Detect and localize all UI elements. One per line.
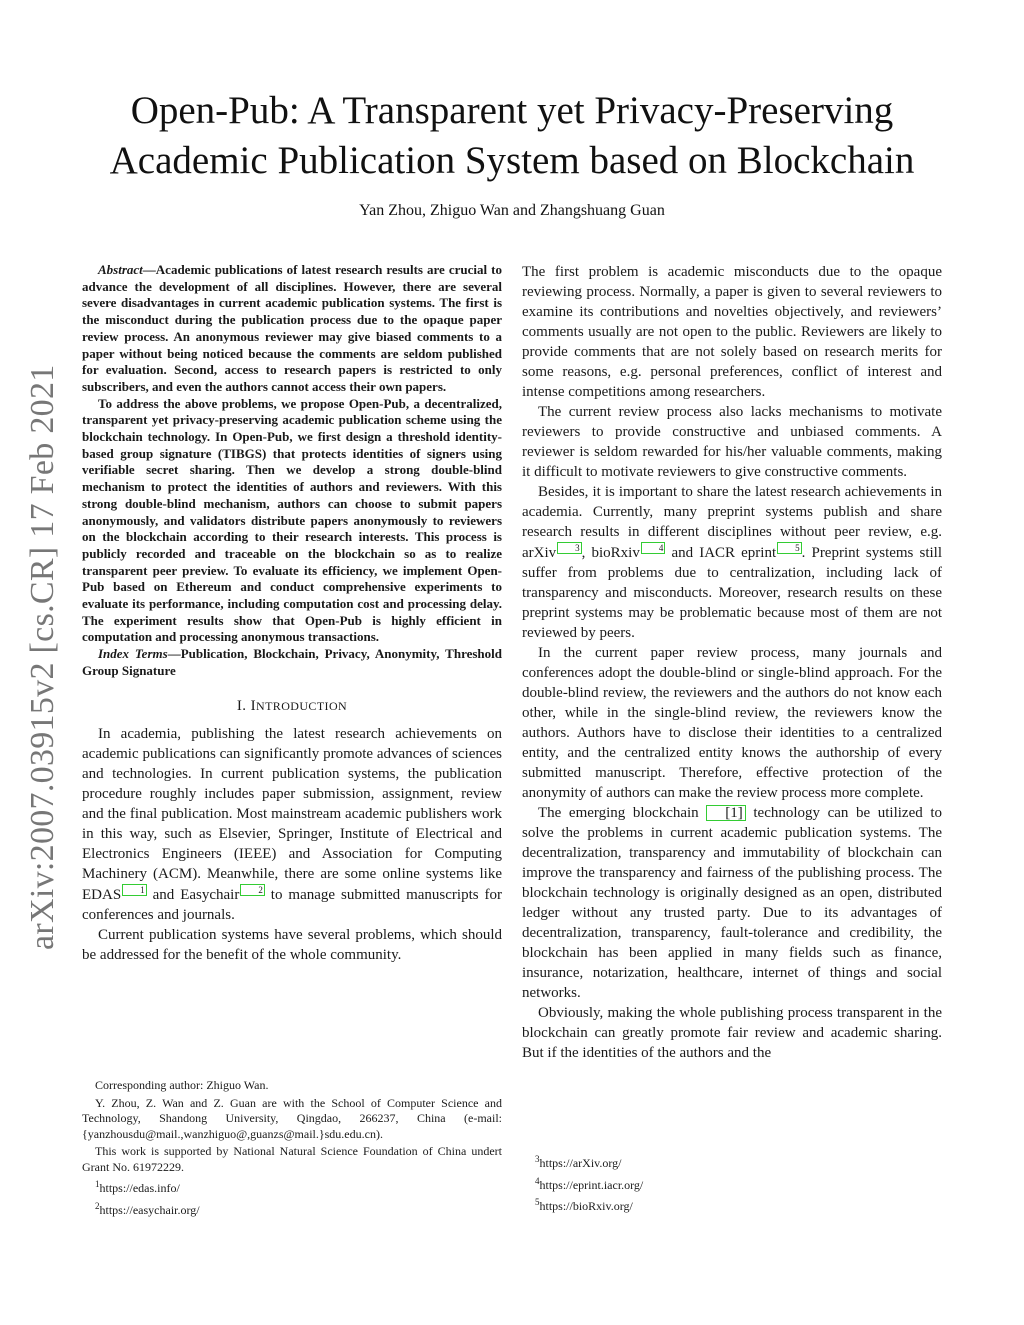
footnote-3: $^3$https://arXiv.org/ [535, 1154, 622, 1170]
abstract-paragraph-2: To address the above problems, we propose Open-Pub, a decentralized, transparent yet privacy-preserving academic publication scheme using the blockchain technology. In Open-Pub, we first design a threshold identity-based group signature (TIBGS) that protects identities of signers using verifiable secret sharing. Then we develop a strong double-blind mechanism to protect the identities of authors and reviewers. With this strong double-blind mechanism, authors can choose to submit papers anonymously, and validators distribute papers anonymously to reviewers on the blockchain according to their research interests. This process is publicly recorded and traceable on the blockchain so as to realize transparent peer preview. To evaluate its efficiency, we implement Open-Pub based on Ethereum and conduct comprehensive experiments to evaluate its performance, including computation cost and processing delay. The experiment results show that Open-Pub is highly efficient in computation and processing anonymous transactions. [82, 395, 502, 645]
right-column [522, 262, 942, 1063]
citation-link-1[interactable]: [1] [706, 805, 746, 821]
right-paragraph-3: Besides, it is important to share the latest research achievements in academia. Currently, many preprint systems publish and share research results in different disciplines without peer review, e.g. arXiv 3 , bioRxiv 4 and IACR eprint 5 . Preprint systems still suffer from problems due to centralization, including lack of transparency and misconducts. Moreover, research results on these preprint systems may be problematic because most of them are not reviewed by peers. [522, 484, 943, 641]
index-terms-label: Index Terms [98, 646, 168, 662]
section-number: I. [236, 697, 247, 714]
footnote-1: $^1$https://edas.info/ [95, 1179, 180, 1195]
footnote-4-url[interactable]: https://eprint.iacr.org/ [539, 1177, 644, 1192]
abstract-label: Abstract [98, 262, 143, 277]
section-title-rest: NTRODUCTION [256, 698, 348, 713]
footnote-link-2[interactable]: 2 [240, 884, 265, 896]
right-paragraph-5: The emerging blockchain [1] technology can be utilized to solve the problems in current academic publication systems. The decentralization, transparency and immutability of blockchain can improve the transparency and fairness of the publishing process. The blockchain technology is originally designed as an open, distributed ledger without any trusted party. Due to its advantages of decentralization, transparency, fault-tolerance and credibility, the blockchain has been applied in many fields such as finance, insurance, notarization, healthcare, internet of things and social networks. [522, 805, 942, 1001]
intro-paragraph-2: Current publication systems have several problems, which should be addressed for the benefit of the whole community. [82, 926, 502, 963]
footnote-link-1[interactable]: 1 [122, 884, 147, 896]
footnote-1-url[interactable]: https://edas.info/ [99, 1181, 180, 1195]
footnote-5: $^5$https://bioRxiv.org/ [535, 1197, 633, 1213]
index-terms: —Publication, Blockchain, Privacy, Anonymity, Threshold Group Signature [82, 646, 503, 678]
right-paragraph-2: The current review process also lacks mechanisms to motivate reviewers to provide constructive and unbiased comments. A reviewer is seldom rewarded for his/her valuable comments, making it difficult to motivate reviewers to give constructive comments. [522, 404, 942, 480]
intro-paragraph-1: In academia, publishing the latest research achievements on academic publications can significantly promote advances of sciences and technologies. In current publication systems, the publication procedure roughly includes paper submission, assignment, review and the final publication. Most mainstream academic publishers work in this way, such as Elsevier, Springer, Institute of Electrical and Electronics Engineers (IEEE) and Association for Computing Machinery (ACM). Meanwhile, there are some online systems like EDAS 1 and Easychair 2 to manage submitted manuscripts for conferences and journals. [82, 725, 503, 923]
paper-title [60, 86, 964, 186]
footnote-3-url[interactable]: https://arXiv.org/ [539, 1156, 622, 1170]
section-first-letter: I [250, 697, 257, 714]
footnote-5-url[interactable]: https://bioRxiv.org/ [539, 1199, 633, 1213]
arxiv-side-stamp: arXiv:2007.03915v2 [cs.CR] 17 Feb 2021 [24, 364, 61, 950]
right-paragraph-6: Obviously, making the whole publishing process transparent in the blockchain can greatly promote fair review and academic sharing. But if the identities of the authors and the [522, 1005, 942, 1061]
footnote-4: $^4$https://eprint.iacr.org/ [535, 1175, 644, 1192]
title-line-1: Open-Pub: A Transparent yet Privacy-Preserving [130, 89, 894, 132]
affiliation-note: Y. Zhou, Z. Wan and Z. Guan are with the School of Computer Science and Technology, Shandong University, Qingdao, 266237, China (e-mail:{yanzhousdu@mail.,wanzhiguo@,guanzs@mail.}sdu.edu.cn). [82, 1095, 502, 1141]
intro-left-body [82, 724, 502, 965]
right-paragraph-4: In the current paper review process, many journals and conferences adopt the double-blind or single-blind approach. For the double-blind review, the reviewers and the authors do not know each other, while in the single-blind review, the reviewers know the authors. Authors have to disclose their identities to a centralized entity, and the centralized entity knows the authorship of every submitted manuscript. Therefore, effective protection of the anonymity of authors can make the review process more complete. [522, 645, 942, 801]
left-column [82, 262, 502, 965]
footnote-link-3[interactable]: 3 [557, 542, 582, 554]
right-paragraph-1: The first problem is academic misconducts due to the opaque reviewing process. Normally, a paper is given to several reviewers to examine its contributions and novelties objectively, and reviewers’ comments usually are not open to the public. Reviewers are likely to provide comments that are not solely based on research merits for some reasons, e.g. personal preferences, conflict of interest and intense competitions among researchers. [522, 264, 942, 400]
footnote-link-4[interactable]: 4 [641, 542, 666, 554]
author-list: Yan Zhou, Zhiguo Wan and Zhangshuang Guan [359, 202, 665, 219]
abstract [82, 262, 502, 680]
title-line-2: Academic Publication System based on Blockchain [109, 139, 915, 182]
footnote-2: $^2$https://easychair.org/ [95, 1200, 200, 1217]
section-heading-introduction [82, 696, 502, 716]
footnote-link-5[interactable]: 5 [777, 542, 802, 554]
abstract-paragraph-1: —Academic publications of latest research results are crucial to advance the development of all disciplines. However, there are several severe disadvantages in current academic publication systems. The first is the misconduct during the publication process due to the opaque paper review process. An anonymous reviewer may give biased comments to a paper without being noticed because the comments are seldom published for evaluation. Second, access to research papers is restricted to only subscribers, and even the authors cannot access their own papers. [82, 262, 502, 394]
corresponding-author-note: Corresponding author: Zhiguo Wan. [95, 1078, 269, 1092]
grant-note: This work is supported by National Natural Science Foundation of China undert Grant No. 61972229. [82, 1144, 502, 1174]
left-footnotes [82, 1078, 502, 1220]
footnote-2-url[interactable]: https://easychair.org/ [99, 1202, 200, 1217]
right-footnotes [522, 1152, 942, 1217]
